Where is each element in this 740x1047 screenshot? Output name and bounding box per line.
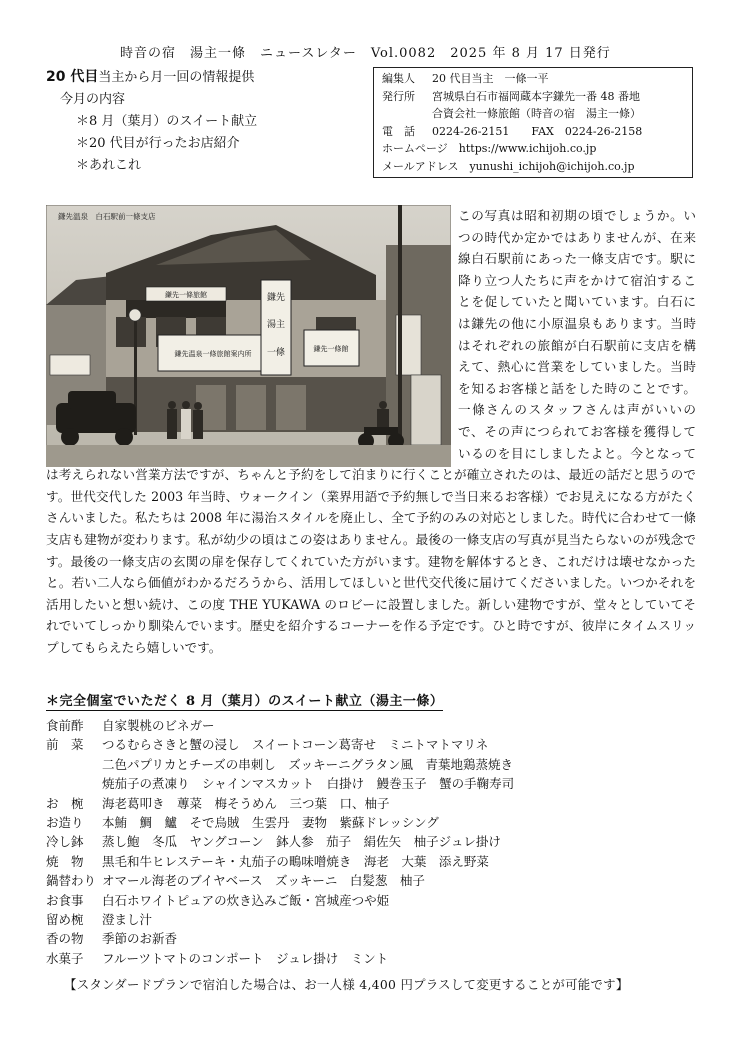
intro-block bbox=[46, 66, 366, 177]
menu-item-text: つるむらさきと蟹の浸し スイートコーン葛寄せ ミニトマトマリネ bbox=[102, 737, 489, 753]
menu-item-text: 蒸し鮑 冬瓜 ヤングコーン 鉢人参 茄子 絹佐矢 柚子ジュレ掛け bbox=[102, 834, 501, 850]
menu-item-text: 季節のお新香 bbox=[102, 931, 178, 947]
menu-item-text: 澄まし汁 bbox=[102, 912, 153, 928]
menu-item-label: お食事 bbox=[46, 892, 84, 908]
homepage-label: ホームページ bbox=[382, 142, 448, 155]
photo-sign-vertical-2: 湯主 bbox=[266, 320, 286, 330]
photo-wrap-space bbox=[46, 205, 458, 457]
office-value-2: 合資会社一條旅館（時音の宿 湯主一條） bbox=[432, 107, 641, 120]
toc-item: ＊8 月（葉月）のスイート献立 bbox=[76, 114, 258, 129]
menu-item-label: 水菓子 bbox=[46, 950, 84, 966]
menu-item-label: 食前酢 bbox=[46, 718, 84, 733]
menu-item-label: お造り bbox=[46, 815, 84, 831]
toc-title: 今月の内容 bbox=[60, 92, 126, 107]
mail-row bbox=[382, 158, 684, 176]
menu-item bbox=[46, 852, 696, 871]
photo-sign-vertical-3: 一條 bbox=[266, 348, 286, 358]
office-row bbox=[382, 88, 684, 106]
menu-item-label: 前 菜 bbox=[46, 737, 84, 753]
menu-item-text: 海老葛叩き 蓴菜 梅そうめん 三つ葉 口、柚子 bbox=[102, 795, 390, 811]
tel-value: 0224-26-2151 FAX 0224-26-2158 bbox=[432, 124, 643, 138]
menu-item bbox=[46, 716, 696, 735]
plan-upgrade-note: 【スタンダードプランで宿泊した場合は、お一人様 4,400 円プラスして変更することが可能です】 bbox=[64, 977, 629, 992]
homepage-row bbox=[382, 140, 684, 158]
menu-item-text: 黒毛和牛ヒレステーキ・丸茄子の鴫味噌焼き 海老 大葉 添え野菜 bbox=[102, 853, 489, 869]
photo-caption: 鎌先温泉 白石駅前一條支店 bbox=[58, 212, 156, 221]
menu-item bbox=[46, 794, 696, 813]
photo-sign-board: 鎌先温泉一條旅館案内所 bbox=[174, 350, 252, 358]
menu-item-text: オマール海老のブイヤベース ズッキーニ 白髪葱 柚子 bbox=[102, 873, 425, 889]
office-row-2 bbox=[382, 105, 684, 123]
menu-list bbox=[46, 716, 696, 968]
homepage-link[interactable]: https://www.ichijoh.co.jp bbox=[458, 142, 597, 155]
photo-sign-roof: 鎌先一條旅館 bbox=[165, 291, 207, 299]
tel-row bbox=[382, 123, 684, 141]
article-text: この写真は昭和初期の頃でしょうか。いつの時代か定かではありませんが、在来線白石駅前にあった一條支店です。駅に降り立つ人たちに声をかけて宿泊することを促していたと聞いています。白石には鎌先の他に小原温泉もあります。当時はそれぞれの旅館が白石駅前に支店を構えて、熱心に営業をしていました。当時を知るお客様と話をした時のことです。一條さんのスタッフさんは声がいいので、その声につられてお客様を獲得しているのを目にしましたよと。今となっては考えられない営業方法ですが、ちゃんと予約をして泊まりに行くことが確立されたのは、最近の話だと思うのです。世代交代した 2003 年当時、ウォークイン（業界用語で予約無しで当日来るお客様）でお見えになる方がたくさんいました。私たちは 2008 年に湯治スタイルを廃止し、全て予約のみの対応としました。時代に合わせて一條支店も建物が変わります。私が幼少の頃はこの姿はありません。最後の一條支店の写真が見当たらないのが残念です。最後の一條支店の玄関の扉を保存してくれていた方がいます。建物を解体するとき、これだけは壊せなかったと。若い二人なら価値がわかるだろうから、活用してほしいと世代交代後に届けてくださいました。いつかそれを活用したいと想い続け、この度 THE YUKAWA のロビーに設置しました。新しい建物ですが、堂々としていてそれでいてしっかり馴染んでいます。歴史を紹介するコーナーを作る予定です。ひと時ですが、彼岸にタイムスリップしてもらえたら嬉しいです。 bbox=[46, 208, 696, 655]
menu-item-continuation: 焼茄子の煮凍り シャインマスカット 白掛け 鰻巻玉子 蟹の手鞠寿司 bbox=[102, 776, 515, 792]
mail-label: メールアドレス bbox=[382, 159, 459, 173]
generation-tag: 20 代目 bbox=[46, 69, 99, 85]
intro-lead-line bbox=[46, 66, 366, 89]
menu-item bbox=[46, 735, 696, 754]
menu-item-text: 白石ホワイトピュアの炊き込みご飯・宮城産つや姫 bbox=[102, 892, 390, 908]
menu-item bbox=[46, 813, 696, 832]
menu-item bbox=[46, 910, 696, 929]
editor-info-box bbox=[373, 67, 693, 178]
toc-item: ＊20 代目が行ったお店紹介 bbox=[76, 136, 240, 151]
menu-item-label: 鍋替わり bbox=[46, 873, 97, 889]
menu-item-label: 留め椀 bbox=[46, 912, 84, 928]
menu-item-label: 冷し鉢 bbox=[46, 834, 84, 850]
office-label: 発行所 bbox=[382, 89, 415, 103]
editor-value: 20 代目当主 一條一平 bbox=[432, 72, 549, 85]
photo-sign-vertical-1: 鎌先 bbox=[266, 293, 286, 303]
menu-item bbox=[46, 929, 696, 948]
menu-item-label: 焼 物 bbox=[46, 853, 84, 869]
menu-item bbox=[46, 832, 696, 851]
masthead: 時音の宿 湯主一條 ニュースレター Vol.0082 2025 年 8 月 17 日発行 bbox=[120, 46, 611, 61]
menu-item-continuation: 二色パプリカとチーズの串刺し ズッキーニグラタン風 青葉地鶏蒸焼き bbox=[102, 756, 514, 772]
intro-lead: 当主から月一回の情報提供 bbox=[98, 70, 255, 85]
editor-label: 編集人 bbox=[382, 72, 415, 85]
article-body bbox=[46, 205, 696, 658]
menu-title: ＊完全個室でいただく 8 月（葉月）のスイート献立（湯主一條） bbox=[46, 690, 443, 711]
menu-item bbox=[46, 891, 696, 910]
toc-item: ＊あれこれ bbox=[76, 158, 142, 173]
editor-row bbox=[382, 70, 684, 88]
menu-item bbox=[46, 871, 696, 890]
menu-item-text: フルーツトマトのコンポート ジュレ掛け ミント bbox=[102, 950, 389, 966]
menu-item-text: 自家製桃のビネガー bbox=[102, 718, 215, 733]
menu-item-label: 香の物 bbox=[46, 931, 84, 947]
office-value: 宮城県白石市福岡蔵本字鎌先一番 48 番地 bbox=[432, 89, 640, 103]
photo-sign-right: 鎌先一條館 bbox=[313, 345, 349, 353]
mail-link[interactable]: yunushi_ichijoh@ichijoh.co.jp bbox=[469, 159, 635, 173]
menu-item-text: 本鮪 鯛 鱸 そで烏賊 生雲丹 妻物 紫蘇ドレッシング bbox=[102, 815, 439, 831]
menu-item bbox=[46, 949, 696, 968]
tel-label: 電 話 bbox=[382, 124, 415, 138]
menu-item-label: お 椀 bbox=[46, 795, 84, 811]
